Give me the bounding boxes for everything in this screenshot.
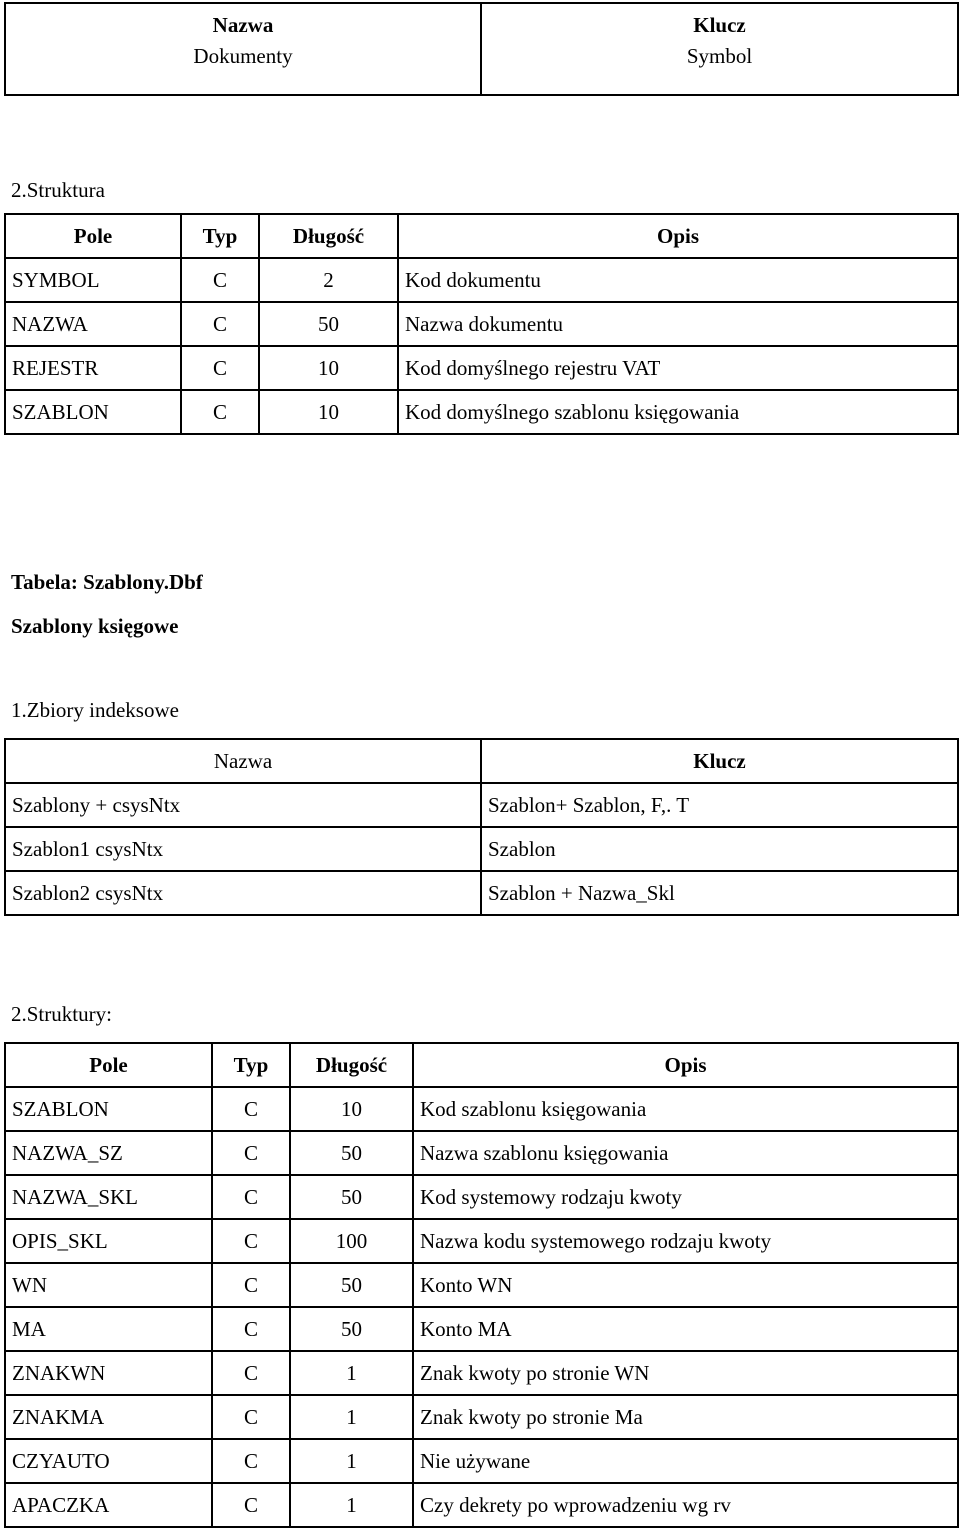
struct1-table — [4, 213, 959, 435]
struct1-header-opis: Opis — [398, 214, 958, 258]
struct2-heading: 2.Struktury: — [11, 1002, 112, 1026]
table-row — [5, 1263, 958, 1307]
field-length: 100 — [290, 1219, 413, 1263]
struct1-header-pole: Pole — [5, 214, 181, 258]
index-name: Szablon1 csysNtx — [5, 827, 481, 871]
table-name-heading: Tabela: Szablony.Dbf — [11, 570, 203, 594]
top-cell-klucz: Symbol — [481, 42, 958, 95]
field-length: 50 — [290, 1131, 413, 1175]
field-description: Czy dekrety po wprowadzeniu wg rv — [413, 1483, 958, 1527]
index-name: Szablony + csysNtx — [5, 783, 481, 827]
field-description: Nazwa kodu systemowego rodzaju kwoty — [413, 1219, 958, 1263]
table-row — [5, 783, 958, 827]
field-type: C — [181, 258, 259, 302]
struct1-heading: 2.Struktura — [11, 178, 105, 202]
field-type: C — [212, 1483, 290, 1527]
field-name: ZNAKMA — [5, 1395, 212, 1439]
table-row — [5, 1483, 958, 1527]
index-name: Szablon2 csysNtx — [5, 871, 481, 915]
field-type: C — [212, 1351, 290, 1395]
field-description: Znak kwoty po stronie WN — [413, 1351, 958, 1395]
field-description: Konto WN — [413, 1263, 958, 1307]
struct2-header-opis: Opis — [413, 1043, 958, 1087]
field-name: SZABLON — [5, 390, 181, 434]
struct2-header-dlugosc: Długość — [290, 1043, 413, 1087]
field-description: Konto MA — [413, 1307, 958, 1351]
table-row — [5, 1219, 958, 1263]
field-name: CZYAUTO — [5, 1439, 212, 1483]
field-length: 10 — [259, 390, 398, 434]
field-length: 2 — [259, 258, 398, 302]
field-type: C — [212, 1439, 290, 1483]
table-row — [5, 871, 958, 915]
top-header-klucz: Klucz — [481, 3, 958, 42]
table-row — [5, 302, 958, 346]
field-type: C — [212, 1087, 290, 1131]
table-row — [5, 1087, 958, 1131]
field-type: C — [212, 1175, 290, 1219]
field-name: SZABLON — [5, 1087, 212, 1131]
field-length: 50 — [290, 1175, 413, 1219]
field-name: NAZWA_SZ — [5, 1131, 212, 1175]
field-name: SYMBOL — [5, 258, 181, 302]
table-row — [5, 1131, 958, 1175]
index-header-nazwa: Nazwa — [5, 739, 481, 783]
top-table — [4, 2, 959, 96]
field-type: C — [212, 1219, 290, 1263]
field-description: Kod domyślnego rejestru VAT — [398, 346, 958, 390]
index-heading: 1.Zbiory indeksowe — [11, 698, 179, 722]
index-table — [4, 738, 959, 916]
index-key: Szablon — [481, 827, 958, 871]
index-key: Szablon+ Szablon, F,. T — [481, 783, 958, 827]
field-description: Znak kwoty po stronie Ma — [413, 1395, 958, 1439]
field-length: 1 — [290, 1351, 413, 1395]
struct2-header-typ: Typ — [212, 1043, 290, 1087]
field-type: C — [212, 1307, 290, 1351]
struct2-table — [4, 1042, 959, 1528]
field-length: 50 — [290, 1307, 413, 1351]
field-description: Nie używane — [413, 1439, 958, 1483]
field-description: Kod domyślnego szablonu księgowania — [398, 390, 958, 434]
table-row — [5, 1439, 958, 1483]
field-type: C — [181, 390, 259, 434]
index-key: Szablon + Nazwa_Skl — [481, 871, 958, 915]
field-name: ZNAKWN — [5, 1351, 212, 1395]
struct2-header-pole: Pole — [5, 1043, 212, 1087]
table-row — [5, 1395, 958, 1439]
field-type: C — [181, 302, 259, 346]
field-length: 1 — [290, 1439, 413, 1483]
struct1-header-dlugosc: Długość — [259, 214, 398, 258]
field-length: 1 — [290, 1483, 413, 1527]
field-name: NAZWA — [5, 302, 181, 346]
field-name: APACZKA — [5, 1483, 212, 1527]
field-length: 1 — [290, 1395, 413, 1439]
table-description-heading: Szablony księgowe — [11, 614, 179, 638]
field-type: C — [212, 1395, 290, 1439]
top-cell-nazwa: Dokumenty — [5, 42, 481, 95]
struct1-header-typ: Typ — [181, 214, 259, 258]
table-row — [5, 258, 958, 302]
field-type: C — [212, 1263, 290, 1307]
field-length: 50 — [259, 302, 398, 346]
field-type: C — [181, 346, 259, 390]
field-description: Nazwa szablonu księgowania — [413, 1131, 958, 1175]
field-name: NAZWA_SKL — [5, 1175, 212, 1219]
table-row — [5, 390, 958, 434]
table-row — [5, 1307, 958, 1351]
field-name: REJESTR — [5, 346, 181, 390]
field-name: WN — [5, 1263, 212, 1307]
table-row — [5, 827, 958, 871]
field-description: Kod dokumentu — [398, 258, 958, 302]
field-description: Kod systemowy rodzaju kwoty — [413, 1175, 958, 1219]
field-length: 50 — [290, 1263, 413, 1307]
field-length: 10 — [290, 1087, 413, 1131]
field-name: MA — [5, 1307, 212, 1351]
field-type: C — [212, 1131, 290, 1175]
field-length: 10 — [259, 346, 398, 390]
field-description: Kod szablonu księgowania — [413, 1087, 958, 1131]
table-row — [5, 1351, 958, 1395]
table-row — [5, 1175, 958, 1219]
table-row — [5, 346, 958, 390]
field-description: Nazwa dokumentu — [398, 302, 958, 346]
field-name: OPIS_SKL — [5, 1219, 212, 1263]
top-header-nazwa: Nazwa — [5, 3, 481, 42]
index-header-klucz: Klucz — [481, 739, 958, 783]
